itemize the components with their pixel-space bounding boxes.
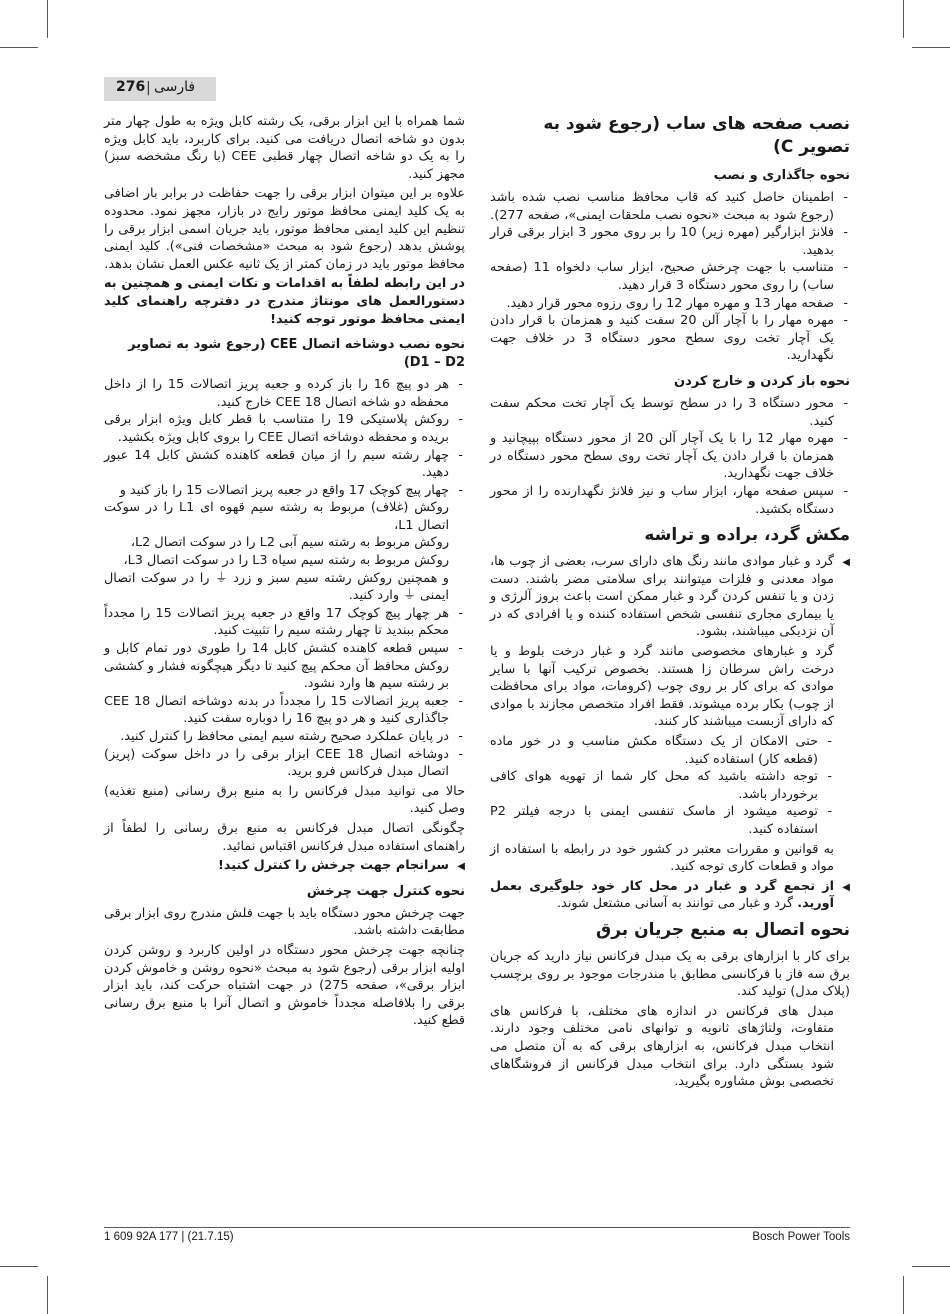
- list-item: - صفحه مهار 13 و مهره مهار 12 را روی رزوه محور قرار دهید.: [490, 295, 850, 313]
- dust-list: [490, 733, 850, 839]
- footer-doc-id: 1 609 92A 177 | (21.7.15): [104, 1231, 234, 1243]
- rotation-warning: ◀ سرانجام جهت چرخش را کنترل کنید!: [104, 857, 465, 875]
- list-item: - مهره مهار را با آچار آلن 20 سفت کنید و همزمان با قرار دادن یک آچار تخت روی سطح محور دستگاه 3 در خلاف جهت نگهدارید.: [490, 312, 850, 365]
- list-item: - توصیه میشود از ماسک تنفسی ایمنی با درجه فیلتر P2 استفاده کنید.: [490, 803, 834, 838]
- dust-paragraph: گرد و غبارهای مخصوصی مانند گرد و غبار درخت بلوط و یا درخت راش سرطان زا هستند. بخصوص ترکیب آنها با سایر موادی که برای کار بر روی چوب (کرومات، مواد برای محافظت از چوب) بکار برده میشوند. فقط افراد متخصص مجازند با موادی که دارای آزبست میباشند کار کنند.: [490, 644, 834, 730]
- rotation-paragraph-2: چنانچه جهت چرخش محور دستگاه در اولین کاربرد و روشن کردن اولیه ابزار برقی (رجوع شود به مبحث «نحوه روشن و خاموش کردن ابزار برقی»، صفحه 275) در جهت اشتباه حرکت کند، باید ابزار برقی را بلافاصله مجدداً خاموش و اتصال آنرا با منبع برق رسانی قطع کنید.: [104, 942, 465, 1029]
- list-item: - سپس قطعه کاهنده کشش کابل 14 را طوری دور تمام کابل و روکش محافظ آن محکم پیچ کنید تا دیگر هیچگونه فشار و کششی بر رشته سیم ها وارد نشود.: [104, 640, 465, 693]
- cable-paragraph: شما همراه با این ابزار برقی، یک رشته کابل ویژه به طول چهار متر بدون دو شاخه اتصال دریافت می کنید. برای کاربرد، باید کابل ویژه را به یک دو شاخه اتصال چهار قطبی CEE (با رنگ مشخصه سبز) مجهز کنید.: [104, 114, 465, 182]
- list-item: [104, 482, 465, 605]
- crop-mark: [912, 47, 950, 48]
- list-item: - اطمینان حاصل کنید که قاب محافظ مناسب نصب شده باشد (رجوع شود به مبحث «نحوه نصب ملحقات ایمنی»، صفحه 277).: [490, 189, 850, 224]
- list-item: - روکش پلاستیکی 19 را متناسب با قطر کابل ویژه ابزار برقی بریده و محفظه دوشاخه اتصال CEE را بروی کابل ویژه بکشید.: [104, 411, 465, 446]
- list-item: - متناسب با جهت چرخش صحیح، ابزار ساب دلخواه 11 (صفحه ساب) را روی محور دستگاه 3 قرار دهید.: [490, 259, 850, 294]
- heading-power: نحوه اتصال به منبع جریان برق: [596, 919, 850, 940]
- sub-item: روکش مربوط به رشته سیم آبی L2 را در سوکت اتصال L2،: [130, 535, 449, 551]
- list-item: - هر دو پیچ 16 را باز کرده و جعبه پریز اتصالات 15 را از داخل محفظه دو شاخه اتصال CEE 18 خارج کنید.: [104, 376, 465, 411]
- heading-dust: مکش گرد، براده و تراشه: [644, 525, 850, 546]
- sub-item: روکش (غلاف) مربوط به رشته سیم قهوه ای L1 را در سوکت اتصال L1،: [104, 500, 449, 533]
- install-list: [490, 189, 850, 365]
- dust-accumulation-bold: از تجمع گرد و غبار در محل کار خود جلوگیری بعمل آورید.: [490, 878, 834, 912]
- right-column: [490, 113, 850, 1093]
- list-item-text: چهار پیچ کوچک 17 واقع در جعبه پریز اتصالات 15 را باز کنید و: [119, 482, 449, 498]
- sub-item: روکش مربوط به رشته سیم سیاه L3 را در سوکت اتصال L3،: [123, 553, 449, 569]
- list-item: - جعبه پریز اتصالات 15 را مجدداً در بدنه دوشاخه اتصال CEE 18 جاگذاری کنید و هر دو پیچ 16 را دوباره سفت کنید.: [104, 693, 465, 728]
- heading-install: نحوه جاگذاری و نصب: [713, 168, 850, 183]
- crop-mark: [912, 1266, 950, 1267]
- crop-mark: [47, 0, 48, 38]
- page-number: 276: [116, 79, 146, 95]
- remove-list: [490, 395, 850, 518]
- crop-mark: [0, 1266, 38, 1267]
- connect-supply-paragraph: حالا می توانید مبدل فرکانس را به منبع برق رسانی (منبع تغذیه) وصل کنید.: [104, 783, 465, 817]
- crop-mark: [903, 1276, 904, 1314]
- header-separator: |: [146, 80, 151, 96]
- heading-cee-install: نحوه نصب دوشاخه اتصال CEE (رجوع شود به تصاویر D1 – D2): [128, 337, 465, 371]
- sub-item: و همچنین روکش رشته سیم سبز و زرد ⏚ را در سوکت اتصال ایمنی ⏚ وارد کنید.: [104, 570, 449, 604]
- list-item: - چهار رشته سیم را از میان قطعه کاهنده کشش کابل 14 عبور دهید.: [104, 447, 465, 482]
- list-item: - هر چهار پیچ کوچک 17 واقع در جعبه پریز اتصالات 15 را مجدداً محکم ببندید تا چهار رشته سیم را تثبیت کنید.: [104, 605, 465, 640]
- list-item: - مهره مهار 12 را با یک آچار آلن 20 از محور دستگاه بپیچانید و همزمان با قرار دادن یک آچار تخت روی سطح محور دستگاه در خلاف جهت نگهدارید.: [490, 430, 850, 483]
- power-paragraph-2: مبدل های فرکانس در اندازه های مختلف، با فرکانس های متفاوت، ولتاژهای ثانویه و توانهای نامی مختلف وجود دارند. انتخاب مبدل فرکانس، به ابزارهای برقی که به آن متصل می شود بستگی دارد. برای انتخاب مبدل فرکانس از فروشگاهای تخصصی بوش مشاوره بگیرید.: [490, 1003, 834, 1090]
- language-label: فارسی: [154, 79, 196, 95]
- list-item: - فلانژ ابزارگیر (مهره زیر) 10 را بر روی محور 3 ابزار برقی قرار بدهید.: [490, 224, 850, 259]
- dust-warning: ◀ گرد و غبار موادی مانند رنگ های دارای سرب، بعضی از چوب ها، مواد معدنی و فلزات میتوانند برای سلامتی مضر باشند. دست زدن و یا تنفس کردن گرد و غبار ممکن است باعث بروز آلرژی و یا بیماری مجاری تنفسی شخص استفاده کننده و یا افرادی که در آن نزدیکی میباشند، بشود.: [490, 553, 850, 641]
- power-paragraph-1: برای کار با ابزارهای برقی به یک مبدل فرکانس نیاز دارید که جریان برق سه فاز با فرکانسی مطابق با مندرجات موجود بر روی برچسب (پلاک مدل) تولید کند.: [490, 948, 850, 1000]
- dust-accumulation-text: گرد و غبار می توانند به آسانی مشتعل شوند.: [557, 896, 798, 912]
- motor-protection-note: در این رابطه لطفاً به اقدامات و نکات ایمنی و همچنین به دستورالعمل های مونتاژ مندرج در دفترچه راهنمای کلید ایمنی محافظ موتور توجه کنید!: [104, 276, 465, 327]
- rotation-paragraph-1: جهت چرخش محور دستگاه باید با جهت فلش مندرج روی ابزار برقی مطابقت داشته باشد.: [104, 905, 465, 939]
- list-item: - در پایان عملکرد صحیح رشته سیم ایمنی محافظ را کنترل کنید.: [104, 728, 465, 746]
- footer-brand: Bosch Power Tools: [752, 1231, 850, 1243]
- list-item: - دوشاخه اتصال CEE 18 ابزار برقی را در داخل سوکت (پریز) اتصال مبدل فرکانس فرو برید.: [104, 746, 465, 781]
- heading-disc-install: نصب صفحه های ساب (رجوع شود به تصویر C): [543, 114, 850, 157]
- list-item: - محور دستگاه 3 را در سطح توسط یک آچار تخت محکم سفت کنید.: [490, 395, 850, 430]
- list-item: - توجه داشته باشید که محل کار شما از تهویه هوای کافی برخوردار باشد.: [490, 768, 834, 803]
- crop-mark: [47, 1276, 48, 1314]
- motor-protection-paragraph: علاوه بر این میتوان ابزار برقی را جهت حفاظت در برابر بار اضافی به یک کلید ایمنی محافظ موتور رایج در بازار، مجهز نمود. محدوده تنظیم این کلید ایمنی محافظ موتور، باید جریان اسمی ابزار برقی را پوشش بدهد (رجوع شود به مبحث «مشخصات فنی»). کلید ایمنی محافظ موتور باید در زمان کمتر از یک ثانیه عکس العمل نشان بدهد.: [104, 186, 465, 272]
- dust-regulations: به قوانین و مقررات معتبر در کشور خود در رابطه با استفاده از مواد و قطعات کاری توجه کنید.: [490, 841, 834, 875]
- left-column: [104, 113, 465, 1032]
- footer-divider: [104, 1227, 850, 1228]
- heading-remove: نحوه باز کردن و خارج کردن: [674, 373, 850, 389]
- list-item: - حتی الامکان از یک دستگاه مکش مناسب و در خور ماده (قطعه کار) استفاده کنید.: [490, 733, 834, 768]
- cee-list: [104, 376, 465, 781]
- list-item: - سپس صفحه مهار، ابزار ساب و نیز فلانژ نگهدارنده را از محور دستگاه بکشید.: [490, 483, 850, 518]
- crop-mark: [903, 0, 904, 38]
- converter-guide-paragraph: چگونگی اتصال مبدل فرکانس به منبع برق رسانی را لطفاً از راهنمای استفاده مبدل فرکانس اقتباس نمائید.: [104, 820, 465, 854]
- crop-mark: [0, 47, 38, 48]
- dust-accumulation-warning: [490, 878, 850, 913]
- heading-rotation: نحوه کنترل جهت چرخش: [306, 883, 465, 899]
